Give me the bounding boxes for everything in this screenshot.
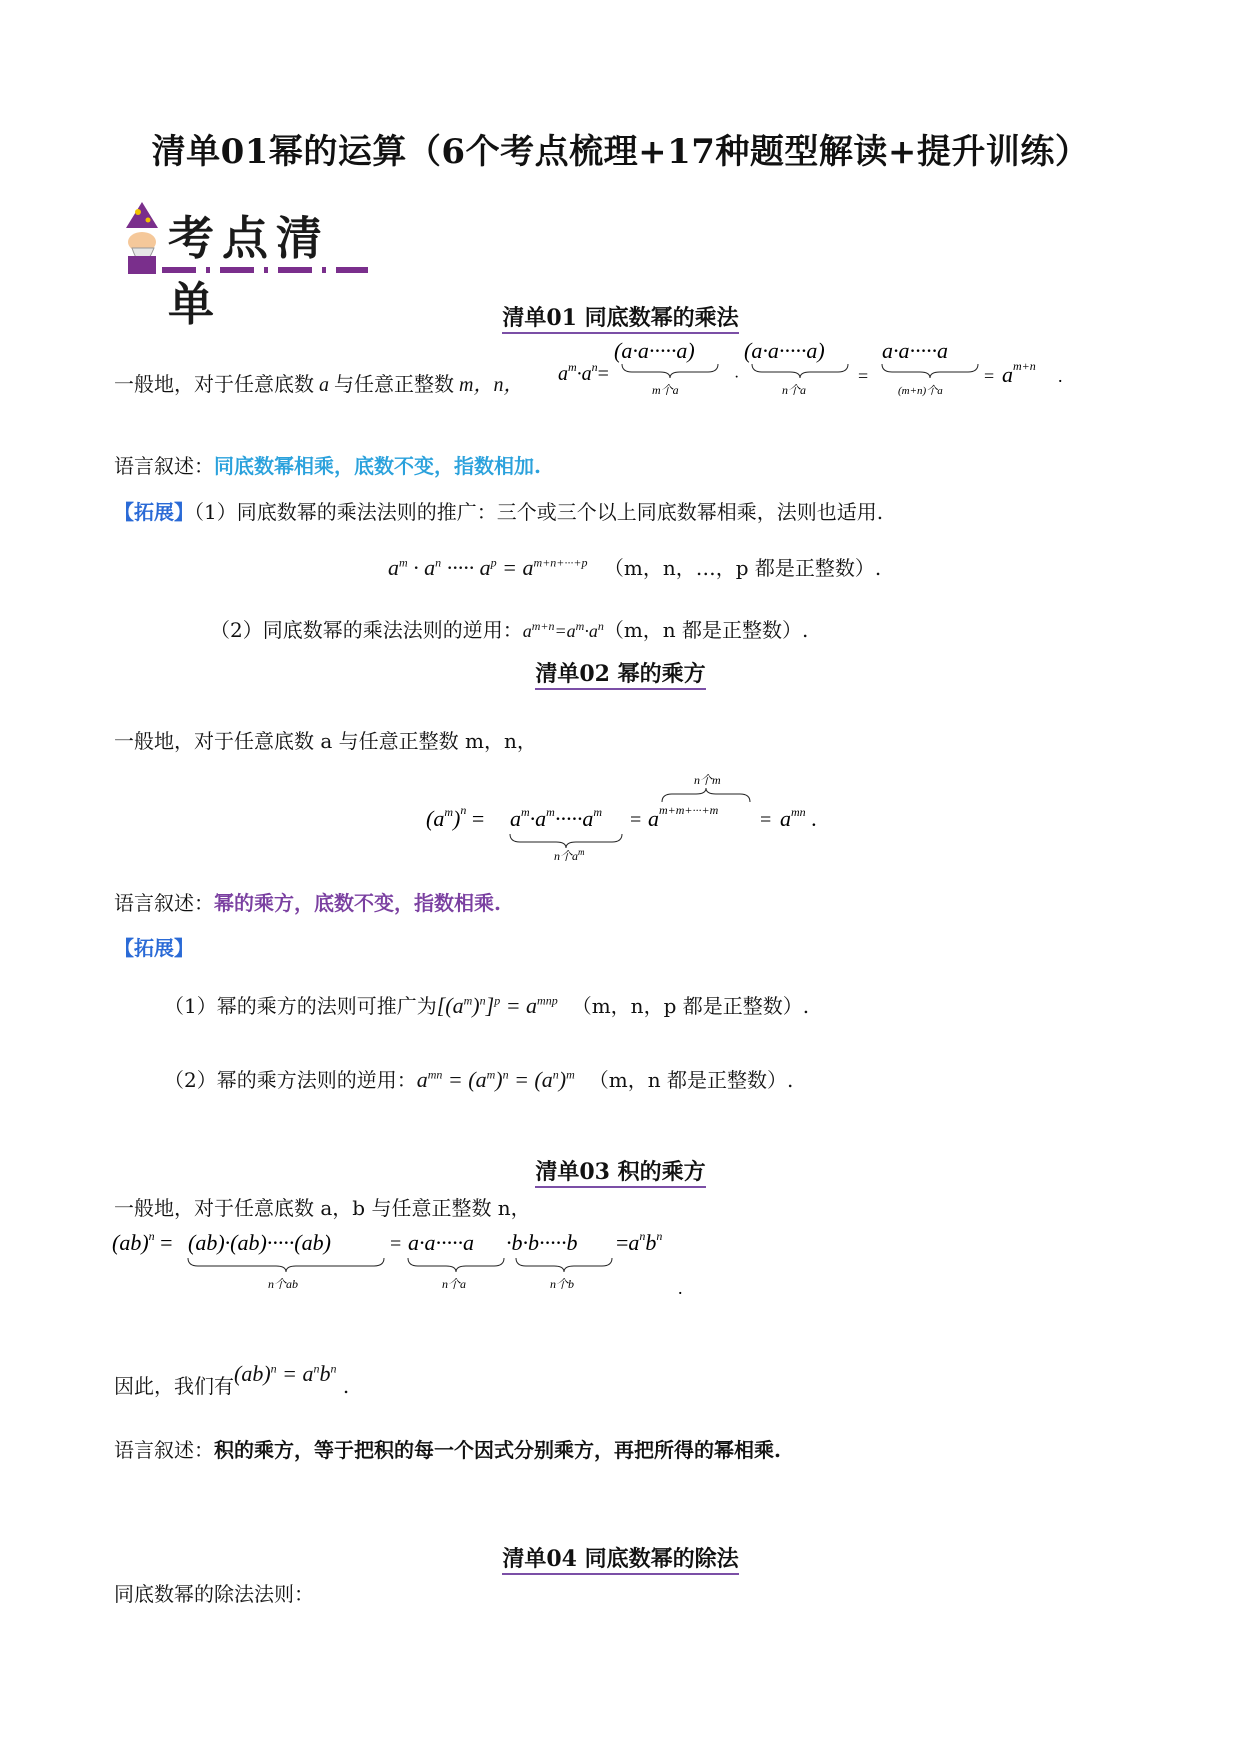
svg-text:.: . [678, 1278, 683, 1298]
svg-text:=: = [858, 366, 869, 386]
svg-text:a·a·····a: a·a·····a [882, 338, 948, 363]
svg-text:(ab)n =: (ab)$^n$ = [112, 1229, 173, 1255]
svg-text:=: = [390, 1233, 402, 1255]
s2-intro-line: 一般地，对于任意底数 a 与任意正整数 m，n， [114, 729, 537, 753]
svg-text:n个m: n个m [694, 773, 721, 787]
svg-text:=: = [630, 809, 642, 831]
svg-text:(ab)·(ab)·····(ab): (ab)·(ab)·····(ab) [188, 1230, 331, 1255]
svg-text:(a·a·····a): (a·a·····a) [744, 338, 825, 363]
svg-text:n个ab: n个ab [268, 1277, 299, 1291]
svg-text:am+m+···+m: $a^{m+m+\cdot\cdot\cdot+m}$ [648, 803, 719, 831]
s1-intro-line: 一般地，对于任意底数 a 与任意正整数 m，n， [114, 372, 524, 396]
svg-text:am·am·····am: $a^m\cdot a^m\cdot\cdot\cdot\cdot\cdot a^m$ [510, 805, 603, 831]
ext-tag: 【拓展】 [114, 500, 194, 524]
s2-ext-tag: 【拓展】 [114, 936, 194, 960]
svg-text:(m+n)个a: (m+n)个a [898, 385, 943, 397]
logo-text: 考点清单 [168, 211, 330, 331]
s1-language-line: 语言叙述：同底数幂相乘，底数不变，指数相加. [114, 454, 541, 478]
s3-rule: 积的乘方，等于把积的每一个因式分别乘方，再把所得的幂相乘. [214, 1438, 781, 1462]
kaodian-qingdan-logo [118, 198, 380, 331]
s1-main-formula [552, 336, 1072, 406]
s1-rule: 同底数幂相乘，底数不变，指数相加. [214, 454, 541, 478]
svg-text:·: · [734, 369, 740, 386]
svg-text:=anbn: $=a^nb^n$ [616, 1229, 663, 1255]
svg-text:·b·b·····b: ·b·b·····b [506, 1230, 578, 1255]
section-heading-1: 清单01 同底数幂的乘法 [0, 301, 1241, 332]
page-title: 清单01幂的运算（6个考点梳理+17种题型解读+提升训练） [151, 132, 1090, 172]
s1-ext1-formula: $a^m \cdot a^n$ ····· $a^p = a^{m+n+\cdot\cdot\cdot+p}$ （m，n，…，p 都是正整数）. [388, 555, 882, 580]
svg-text:(a·a·····a): (a·a·····a) [614, 338, 695, 363]
svg-text:m个a: m个a [652, 383, 679, 397]
svg-text:a·a·····a: a·a·····a [408, 1230, 474, 1255]
svg-text:=: = [984, 366, 995, 386]
s2-ext2-line: （2）幂的乘方法则的逆用：$a^{mn} = (a^m)^n = (a^n)^m$ （m，n 都是正整数）. [164, 1067, 794, 1092]
svg-text:am·an=: $a^m\cdot a^n=$ [558, 360, 609, 385]
section-heading-3: 清单03 积的乘方 [0, 1155, 1241, 1186]
section-heading-4: 清单04 同底数幂的除法 [0, 1542, 1241, 1573]
s1-ext2-line: （2）同底数幂的乘法法则的逆用：$a^{m+n}=a^m\cdot a^n(m$，n 都是正整数）. [210, 618, 809, 642]
s3-language-line: 语言叙述：积的乘方，等于把积的每一个因式分别乘方，再把所得的幂相乘. [114, 1438, 781, 1462]
s3-main-formula [112, 1222, 692, 1300]
logo-dashes [162, 267, 368, 273]
section-heading-2: 清单02 幂的乘方 [0, 657, 1241, 688]
svg-text:n个am: n个$a^m$ [554, 847, 585, 862]
wizard-icon [118, 198, 166, 280]
s3-therefore-line: 因此，我们有$(ab)^n = a^nb^n$ . [114, 1361, 350, 1398]
svg-text:n个a: n个a [442, 1277, 467, 1291]
s2-language-line: 语言叙述：幂的乘方，底数不变，指数相乘. [114, 891, 501, 915]
s3-intro-line: 一般地，对于任意底数 a，b 与任意正整数 n， [114, 1196, 531, 1220]
svg-text:n个b: n个b [550, 1277, 575, 1291]
svg-text:am+n: $a^{m+n}$ [1002, 359, 1036, 387]
s1-ext-line: 【拓展】（1）同底数幂的乘法法则的推广：三个或三个以上同底数幂相乘，法则也适用. [114, 500, 884, 524]
svg-text:amn .: $a^{mn}$ . [780, 805, 817, 831]
s2-rule: 幂的乘方，底数不变，指数相乘. [214, 891, 501, 915]
s2-main-formula [426, 766, 846, 862]
s4-intro-line: 同底数幂的除法法则： [114, 1582, 314, 1606]
svg-text:n个a: n个a [782, 383, 807, 397]
s2-ext1-line: （1）幂的乘方的法则可推广为$[(a^m)^n]^p = a^{mnp}$ （m，n，p 都是正整数）. [164, 993, 810, 1018]
svg-text:=: = [760, 809, 772, 831]
svg-text:(am)n =: $(a^m)^n$ = [426, 803, 485, 831]
svg-text:.: . [1058, 366, 1063, 386]
